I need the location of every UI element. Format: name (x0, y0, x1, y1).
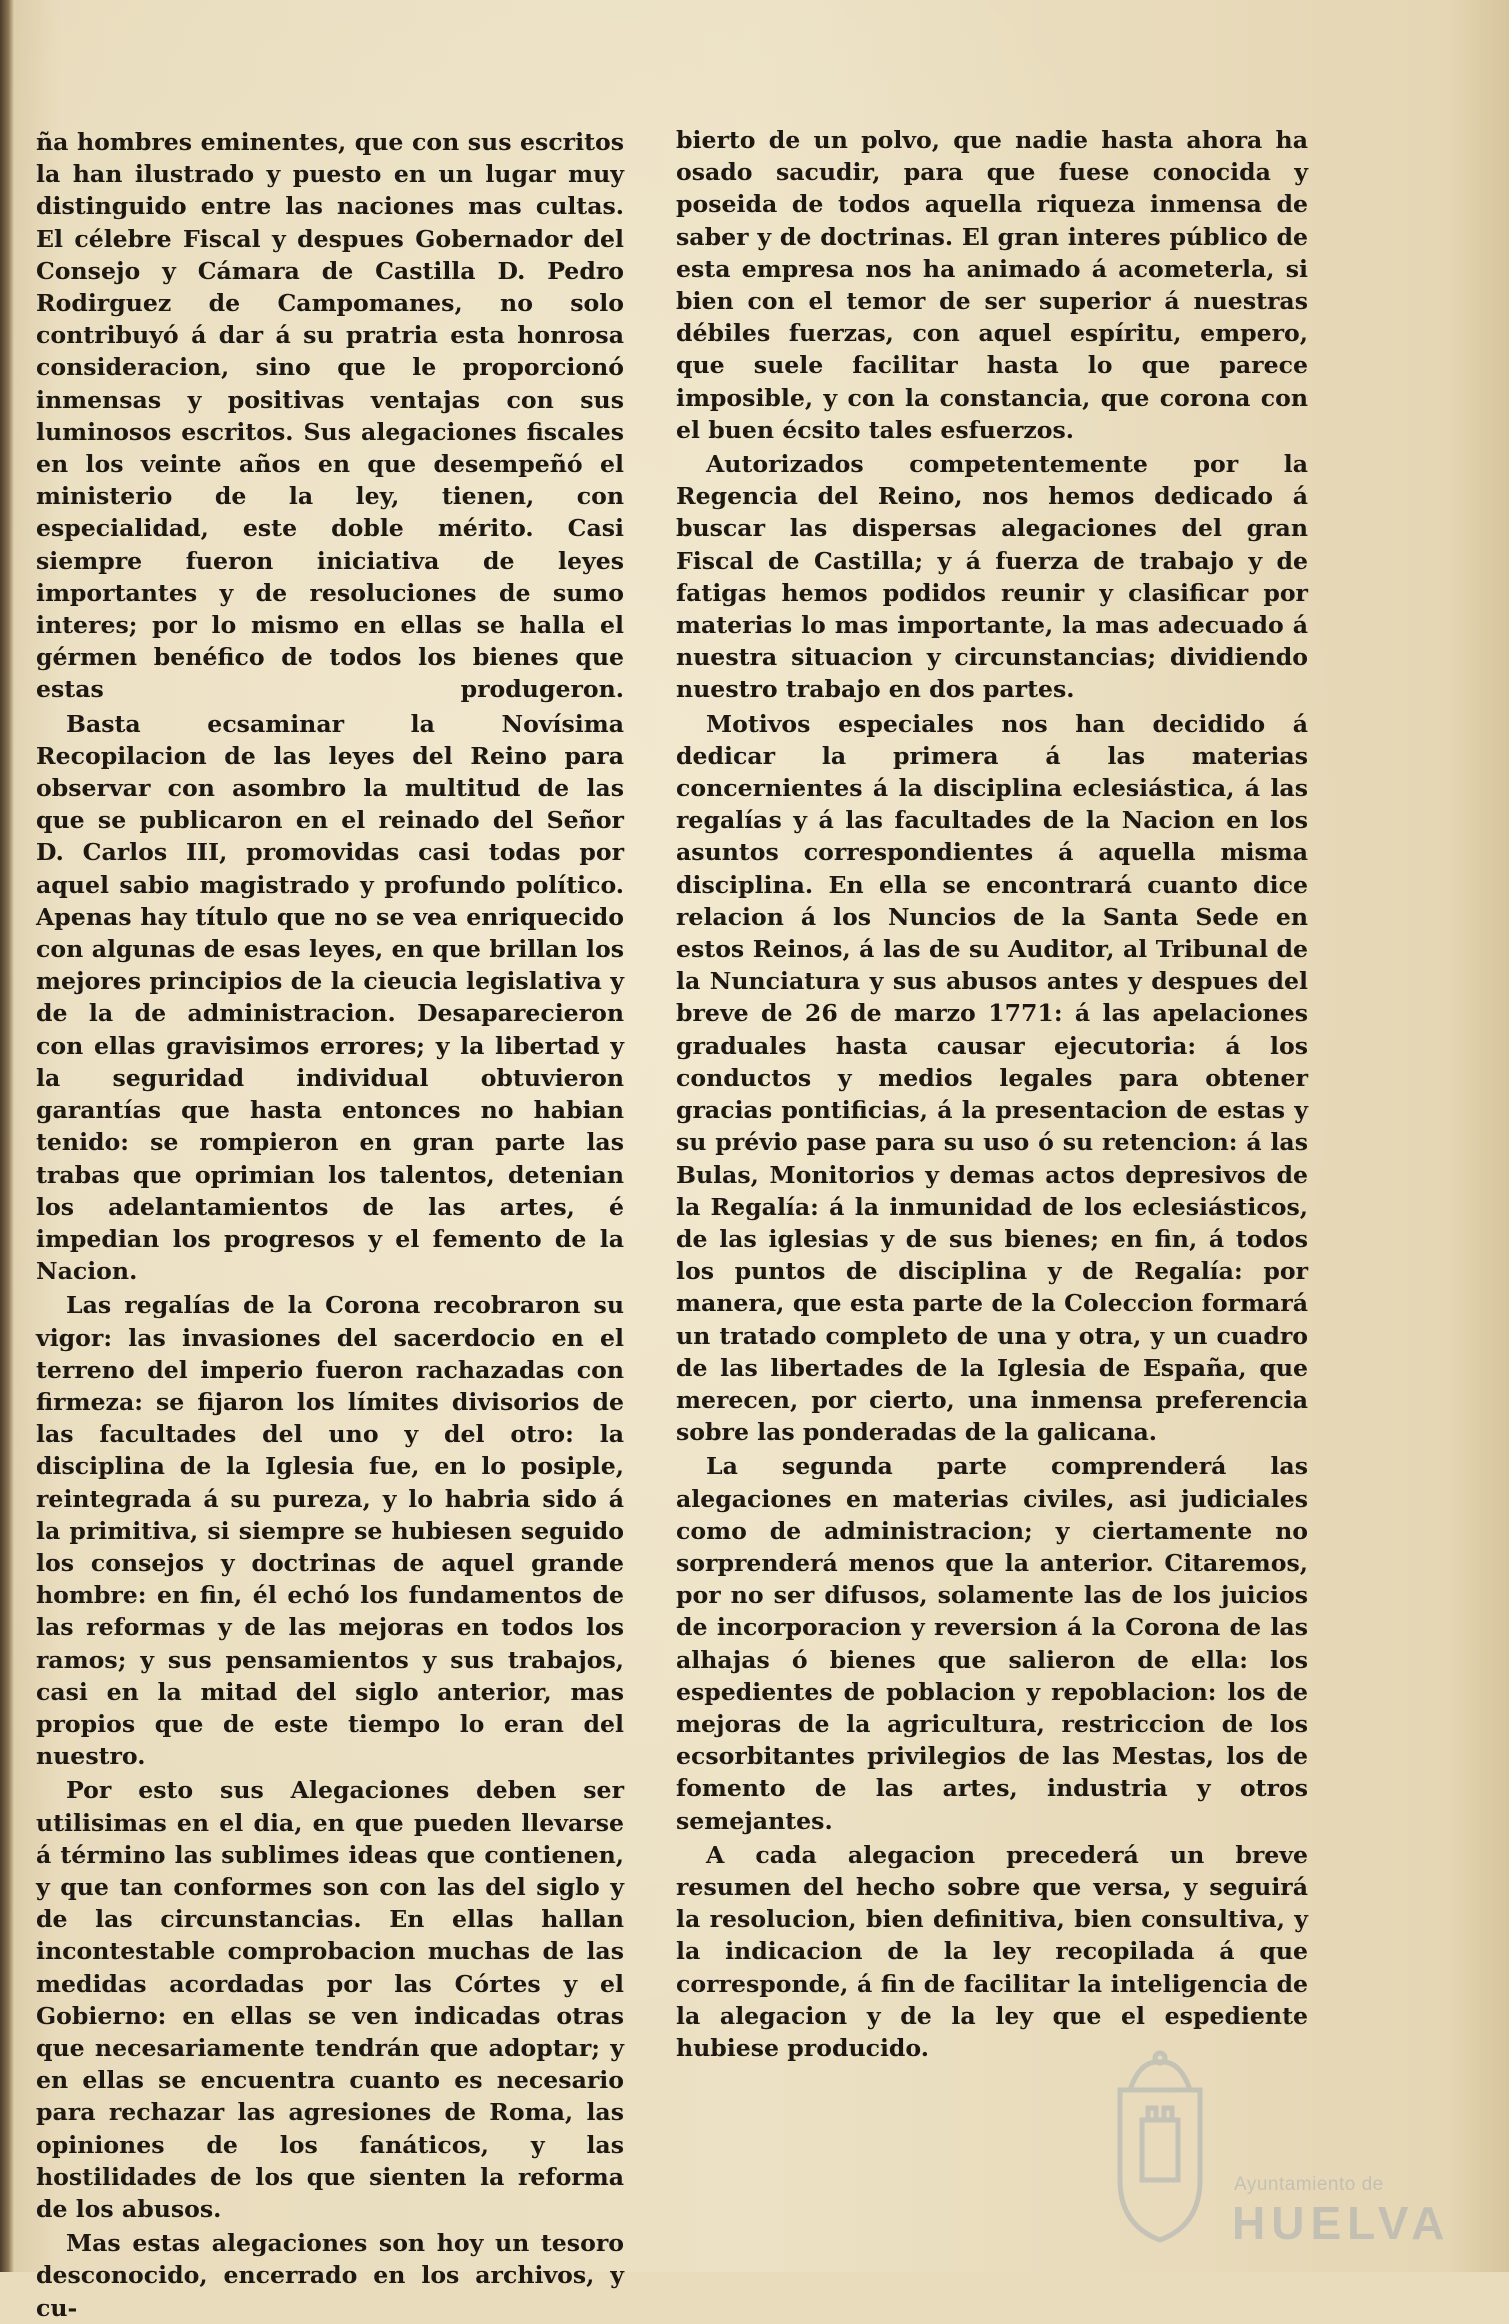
paragraph: La segunda parte comprenderá las alegaciones en materias civiles, asi judiciales como de administracion; y ciertamente no sorprenderá menos que la anterior. Citaremos, por no ser difusos, solamente las de los juicios de incorporacion y reversion á la Corona de las alhajas ó bienes que salieron de ella: los espedientes de poblacion y repoblacion: los de mejoras de la agricultura, restriccion de los ecsorbitantes privilegios de las Mestas, los de fomento de las artes, industria y otros semejantes. (676, 1452, 1308, 1835)
watermark-text-small: Ayuntamiento de (1234, 2174, 1384, 2195)
paragraph: Las regalías de la Corona recobraron su vigor: las invasiones del sacerdocio en el terreno del imperio fueron rachazadas con firmeza: se fijaron los límites divisorios de las facultades del uno y del otro: la disciplina de la Iglesia fue, en lo posiple, reintegrada á su pureza, y lo habria sido á la primitiva, si siempre se hubiesen seguido los consejos y doctrinas de aquel grande hombre: en fin, él echó los fundamentos de las reformas y de las mejoras en todos los ramos; y sus pensamientos y sus trabajos, casi en la mitad del siglo anterior, mas propios que de este tiempo lo eran del nuestro. (36, 1291, 624, 1771)
paragraph: Basta ecsaminar la Novísima Recopilacion de las leyes del Reino para observar con asombro la multitud de las que se publicaron en el reinado del Señor D. Carlos III, promovidas casi todas por aquel sabio magistrado y profundo político. Apenas hay título que no se vea enriquecido con algunas de esas leyes, en que brillan los mejores principios de la cieucia legislativa y de la de administracion. Desaparecieron con ellas gravisimos errores; y la libertad y la seguridad individual obtuvieron garantías que hasta entonces no habian tenido: se rompieron en gran parte las trabas que oprimian los talentos, detenian los adelantamientos de las artes, é impedian los progresos y el femento de la Nacion. (36, 709, 624, 1286)
left-column (36, 126, 624, 2324)
paragraph: bierto de un polvo, que nadie hasta ahora ha osado sacudir, para que fuese conocida y poseida de todos aquella riqueza inmensa de saber y de doctrinas. El gran interes público de esta empresa nos ha animado á acometerla, si bien con el temor de ser superior á nuestras débiles fuerzas, con aquel espíritu, empero, que suele facilitar hasta lo que parece imposible, y con la constancia, que corona con el buen écsito tales esfuerzos. (676, 126, 1308, 444)
paragraph: ña hombres eminentes, que con sus escritos la han ilustrado y puesto en un lugar muy distinguido entre las naciones mas cultas. El célebre Fiscal y despues Gobernador del Consejo y Cámara de Castilla D. Pedro Rodirguez de Campomanes, no solo contribuyó á dar á su pratria esta honrosa consideracion, sino que le proporcionó inmensas y positivas ventajas con sus luminosos escritos. Sus alegaciones fiscales en los veinte años en que desempeñó el ministerio de la ley, tienen, con especialidad, este doble mérito. Casi siempre fueron iniciativa de leyes importantes y de resoluciones de sumo interes; por lo mismo en ellas se halla el gérmen benéfico de todos los bienes que estas produgeron. (36, 128, 624, 704)
paragraph: Motivos especiales nos han decidido á dedicar la primera á las materias concernientes á la disciplina eclesiástica, á las regalías y á las facultades de la Nacion en los asuntos correspondientes á aquella misma disciplina. En ella se encontrará cuanto dice relacion á los Nuncios de la Santa Sede en estos Reinos, á las de su Auditor, al Tribunal de la Nunciatura y sus abusos antes y despues del breve de 26 de marzo 1771: á las apelaciones graduales hasta causar ejecutoria: á los conductos y medios legales para obtener gracias pontificias, á la presentacion de estas y su prévio pase para su uso ó su retencion: á las Bulas, Monitorios y demas actos depresivos de la Regalía: á la inmunidad de los eclesiásticos, de las iglesias y de sus bienes; en fin, á todos los puntos de disciplina y de Regalía: por manera, que esta parte de la Coleccion formará un tratado completo de una y otra, y un cuadro de las libertades de la Iglesia de España, que merecen, por cierto, una inmensa preferencia sobre las ponderadas de la galicana. (676, 709, 1308, 1447)
paragraph: A cada alegacion precederá un breve resumen del hecho sobre que versa, y seguirá la resolucion, bien definitiva, bien consultiva, y la indicacion de la ley recopilada á que corresponde, á fin de facilitar la inteligencia de la alegacion y de la ley que el espediente hubiese producido. (676, 1840, 1308, 2062)
watermark-logo (1100, 2050, 1480, 2250)
paragraph: Mas estas alegaciones son hoy un tesoro desconocido, encerrado en los archivos, y cu- (36, 2229, 624, 2322)
crest-icon (1100, 2050, 1220, 2250)
watermark-text-large: HUELVA (1232, 2197, 1451, 2249)
paragraph: Autorizados competentemente por la Regencia del Reino, nos hemos dedicado á buscar las dispersas alegaciones del gran Fiscal de Castilla; y á fuerza de trabajo y de fatigas hemos podidos reunir y clasificar por materias lo mas importante, la mas adecuado á nuestra situacion y circunstancias; dividiendo nuestro trabajo en dos partes. (676, 450, 1308, 704)
paragraph: Por esto sus Alegaciones deben ser utilisimas en el dia, en que pueden llevarse á término las sublimes ideas que contienen, y que tan conformes son con las del siglo y de las circunstancias. En ellas hallan incontestable comprobacion muchas de las medidas acordadas por las Córtes y el Gobierno: en ellas se ven indicadas otras que necesariamente tendrán que adoptar; y en ellas se encuentra cuanto es necesario para rechazar las agresiones de Roma, las opiniones de los fanáticos, y las hostilidades de los que sienten la reforma de los abusos. (36, 1776, 624, 2223)
right-column (676, 124, 1308, 2064)
page-binding-edge (0, 0, 14, 2272)
